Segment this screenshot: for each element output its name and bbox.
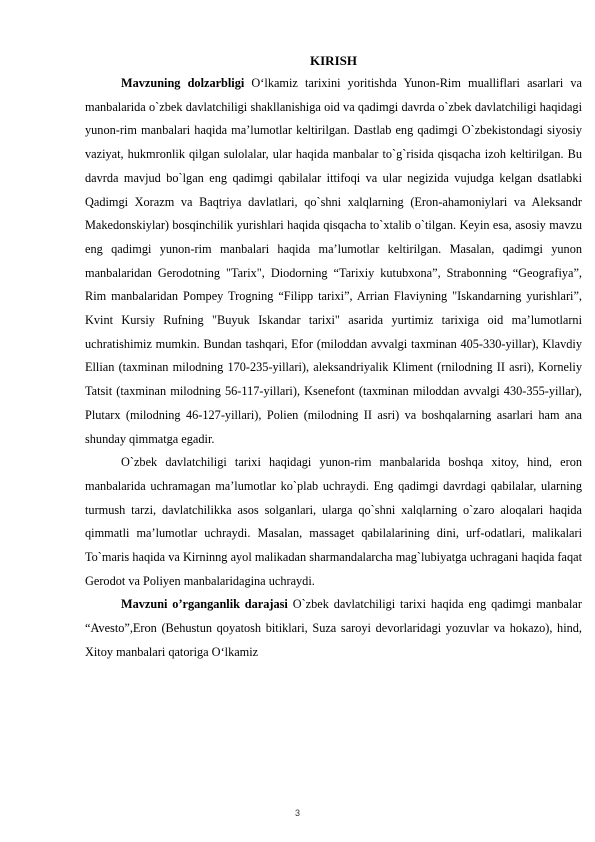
paragraph-text: O`zbek davlatchiligi tarixi haqidagi yunon-rim manbalarida boshqa xitoy, hind, eron manbalarida uchramagan ma’lumotlar ko`plab uchraydi. Eng qadimgi davrdagi qabilalar, ularning turmush tarzi, davlatchilikka asos solganlari, ularga qo`shni xalqlarning o`zaro aloqalari haqida qimmatli ma’lumotlar uchraydi. Masalan, massaget qabilalarining dini, urf-odatlari, malikalari To`maris haqida va Kirninng ayol malikadan sharmandalarcha mag`lubiyatga uchragani haqida faqat Gerodot va Poliyen manbalaridagina uchraydi. (85, 455, 582, 588)
document-page (85, 50, 582, 665)
page-title: KIRISH (310, 53, 357, 68)
paragraph-sources (85, 451, 582, 593)
paragraph-text: O`zbek davlatchiligi tarixi haqida eng qadimgi manbalar “Avesto”,Eron (Behustun qoyatosh bitiklari, Suza saroyi devorlaridagi yozuvlar va hokazo), hind, Xitoy manbalari qatoriga O‘lkamiz (85, 597, 582, 659)
paragraph-lead: Mavzuning dolzarbligi (121, 76, 245, 90)
page-number: 3 (294, 808, 300, 818)
paragraph-lead: Mavzuni o’rganganlik darajasi (121, 597, 288, 612)
paragraph-relevance (85, 72, 582, 451)
paragraph-study-level (85, 593, 582, 664)
paragraph-text: O‘lkamiz tarixini yoritishda Yunon-Rim mualliflari asarlari va manbalarida o`zbek davlatchiligi shakllanishiga oid va qadimgi davrda o`zbek davlatchiligi haqidagi yunon-rim manbalari haqida ma’lumotlar keltirilgan. Dastlab eng qadimgi O`zbekistondagi siyosiy vaziyat, hukmronlik qilgan sulolalar, ular haqida manbalar to`g`risida qisqacha izoh keltirilgan. Bu davrda mavjud bo`lgan eng qadimgi qabilalar ittifoqi va ular negizida vujudga kelgan dsatlabki Qadimgi Xorazm va Baqtriya davlatlari, qo`shni xalqlarning (Eron-ahamoniylari va Aleksandr Makedonskiylar) bosqinchilik yurishlari haqida qisqacha to`xtalib o`tilgan. Keyin esa, asosiy mavzu eng qadimgi yunon-rim manbalari haqida ma’lumotlar keltirilgan. Masalan, qadimgi yunon manbalaridan Gerodotning "Tarix", Diodorning “Tarixiy kutubxona”, Strabonning “Geografiya”, Rim manbalaridan Pompey Trogning “Filipp tarixi”, Arrian Flaviyning "Iskandarning yurishlari”, Kvint Kursiy Rufning "Buyuk Iskandar tarixi" asarida yurtimiz tarixiga oid ma’lumotlarni uchratishimiz mumkin. Bundan tashqari, Efor (miloddan avvalgi taxminan 405-330-yillar), Klavdiy Ellian (taxminan milodning 170-235-yillari), aleksandriyalik Kliment (rnilodning II asri), Korneliy Tatsit (taxminan milodning 56-117-yillari), Ksenefont (taxminan miloddan avvalgi 430-355-yillar), Plutarx (milodning 46-127-yillari), Polien (milodning II asri) va boshqalarning asarlari ham ana shunday qimmatga egadir. (85, 76, 582, 446)
